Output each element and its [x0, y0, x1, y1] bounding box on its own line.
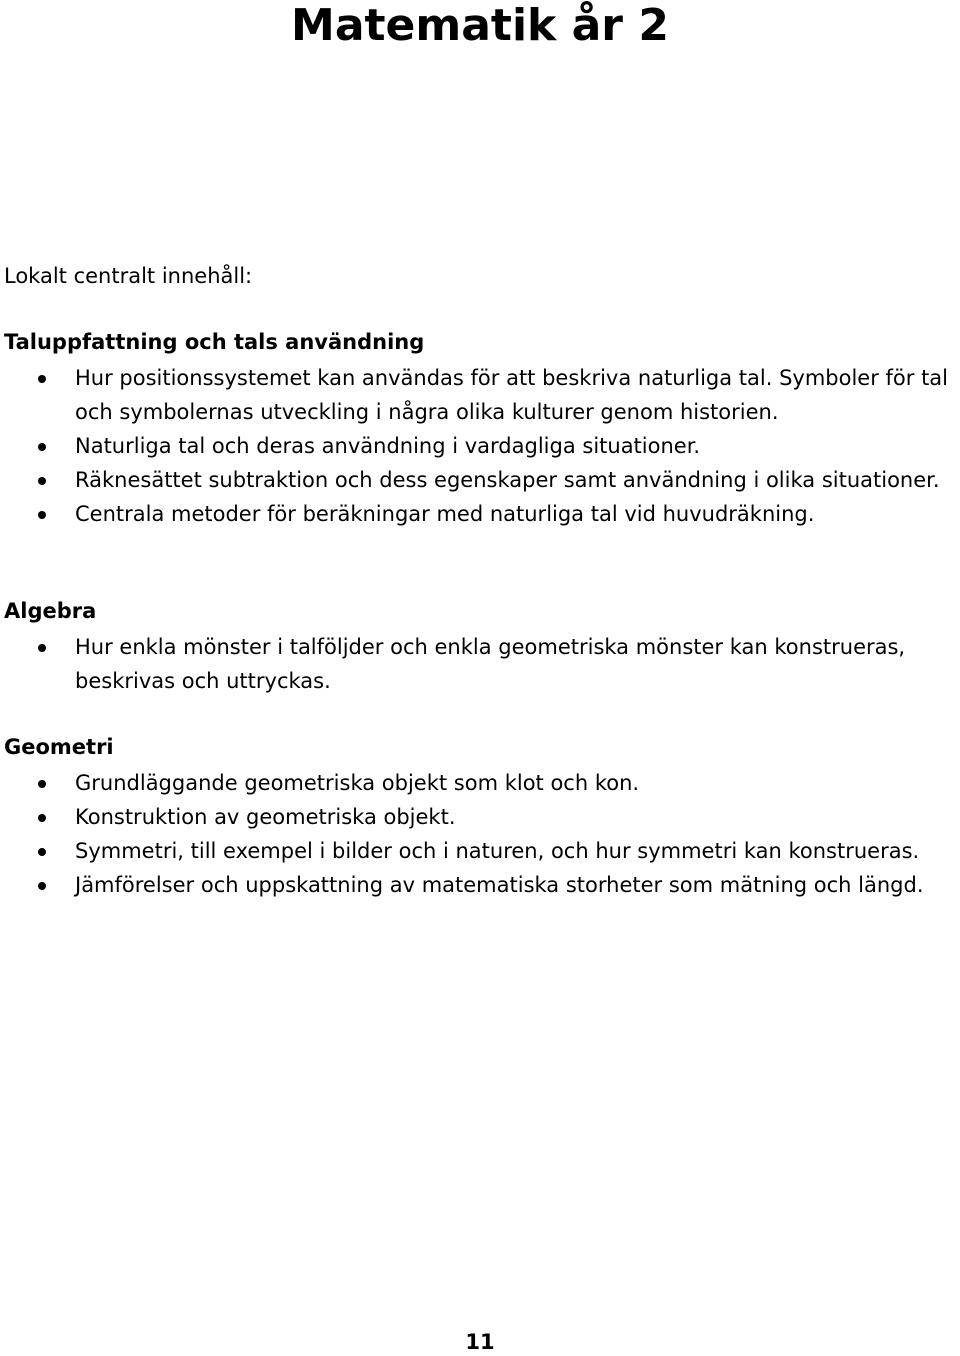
- list-item-text: Centrala metoder för beräkningar med naturliga tal vid huvudräkning.: [75, 502, 815, 526]
- bullet-icon: [38, 511, 46, 519]
- list-item-text: Konstruktion av geometriska objekt.: [75, 805, 456, 829]
- list-item: [4, 463, 956, 497]
- list-item-text: Symmetri, till exempel i bilder och i naturen, och hur symmetri kan konstrueras.: [75, 839, 920, 863]
- list-item-text: Jämförelser och uppskattning av matematiska storheter som mätning och längd.: [75, 873, 924, 897]
- bullet-icon: [38, 882, 46, 890]
- section-taluppfattning: [4, 328, 956, 531]
- list-item-text: Hur enkla mönster i talföljder och enkla geometriska mönster kan konstrueras, beskrivas och uttryckas.: [75, 635, 906, 693]
- bullet-list: [4, 630, 956, 698]
- section-geometri: [4, 733, 956, 902]
- list-item: [4, 868, 956, 902]
- list-item-text: Räknesättet subtraktion och dess egenskaper samt användning i olika situationer.: [75, 468, 940, 492]
- intro-text: Lokalt centralt innehåll:: [4, 264, 253, 288]
- list-item: [4, 834, 956, 868]
- bullet-list: [4, 766, 956, 902]
- bullet-icon: [38, 644, 46, 652]
- list-item: [4, 800, 956, 834]
- list-item-text: Naturliga tal och deras användning i vardagliga situationer.: [75, 434, 701, 458]
- bullet-icon: [38, 848, 46, 856]
- bullet-icon: [38, 477, 46, 485]
- list-item-text: Hur positionssystemet kan användas för att beskriva naturliga tal. Symboler för tal och symbolernas utveckling i några olika kulturer genom historien.: [75, 366, 949, 424]
- bullet-icon: [38, 443, 46, 451]
- list-item: [4, 630, 956, 698]
- list-item: [4, 361, 956, 429]
- list-item-text: Grundläggande geometriska objekt som klot och kon.: [75, 771, 640, 795]
- page-title: Matematik år 2: [291, 0, 669, 51]
- list-item: [4, 497, 956, 531]
- section-heading: Taluppfattning och tals användning: [4, 330, 425, 354]
- section-heading: Geometri: [4, 735, 114, 759]
- section-algebra: [4, 597, 956, 698]
- page-number: 11: [465, 1330, 495, 1354]
- bullet-icon: [38, 780, 46, 788]
- bullet-icon: [38, 375, 46, 383]
- list-item: [4, 766, 956, 800]
- section-heading: Algebra: [4, 599, 97, 623]
- list-item: [4, 429, 956, 463]
- bullet-list: [4, 361, 956, 531]
- bullet-icon: [38, 814, 46, 822]
